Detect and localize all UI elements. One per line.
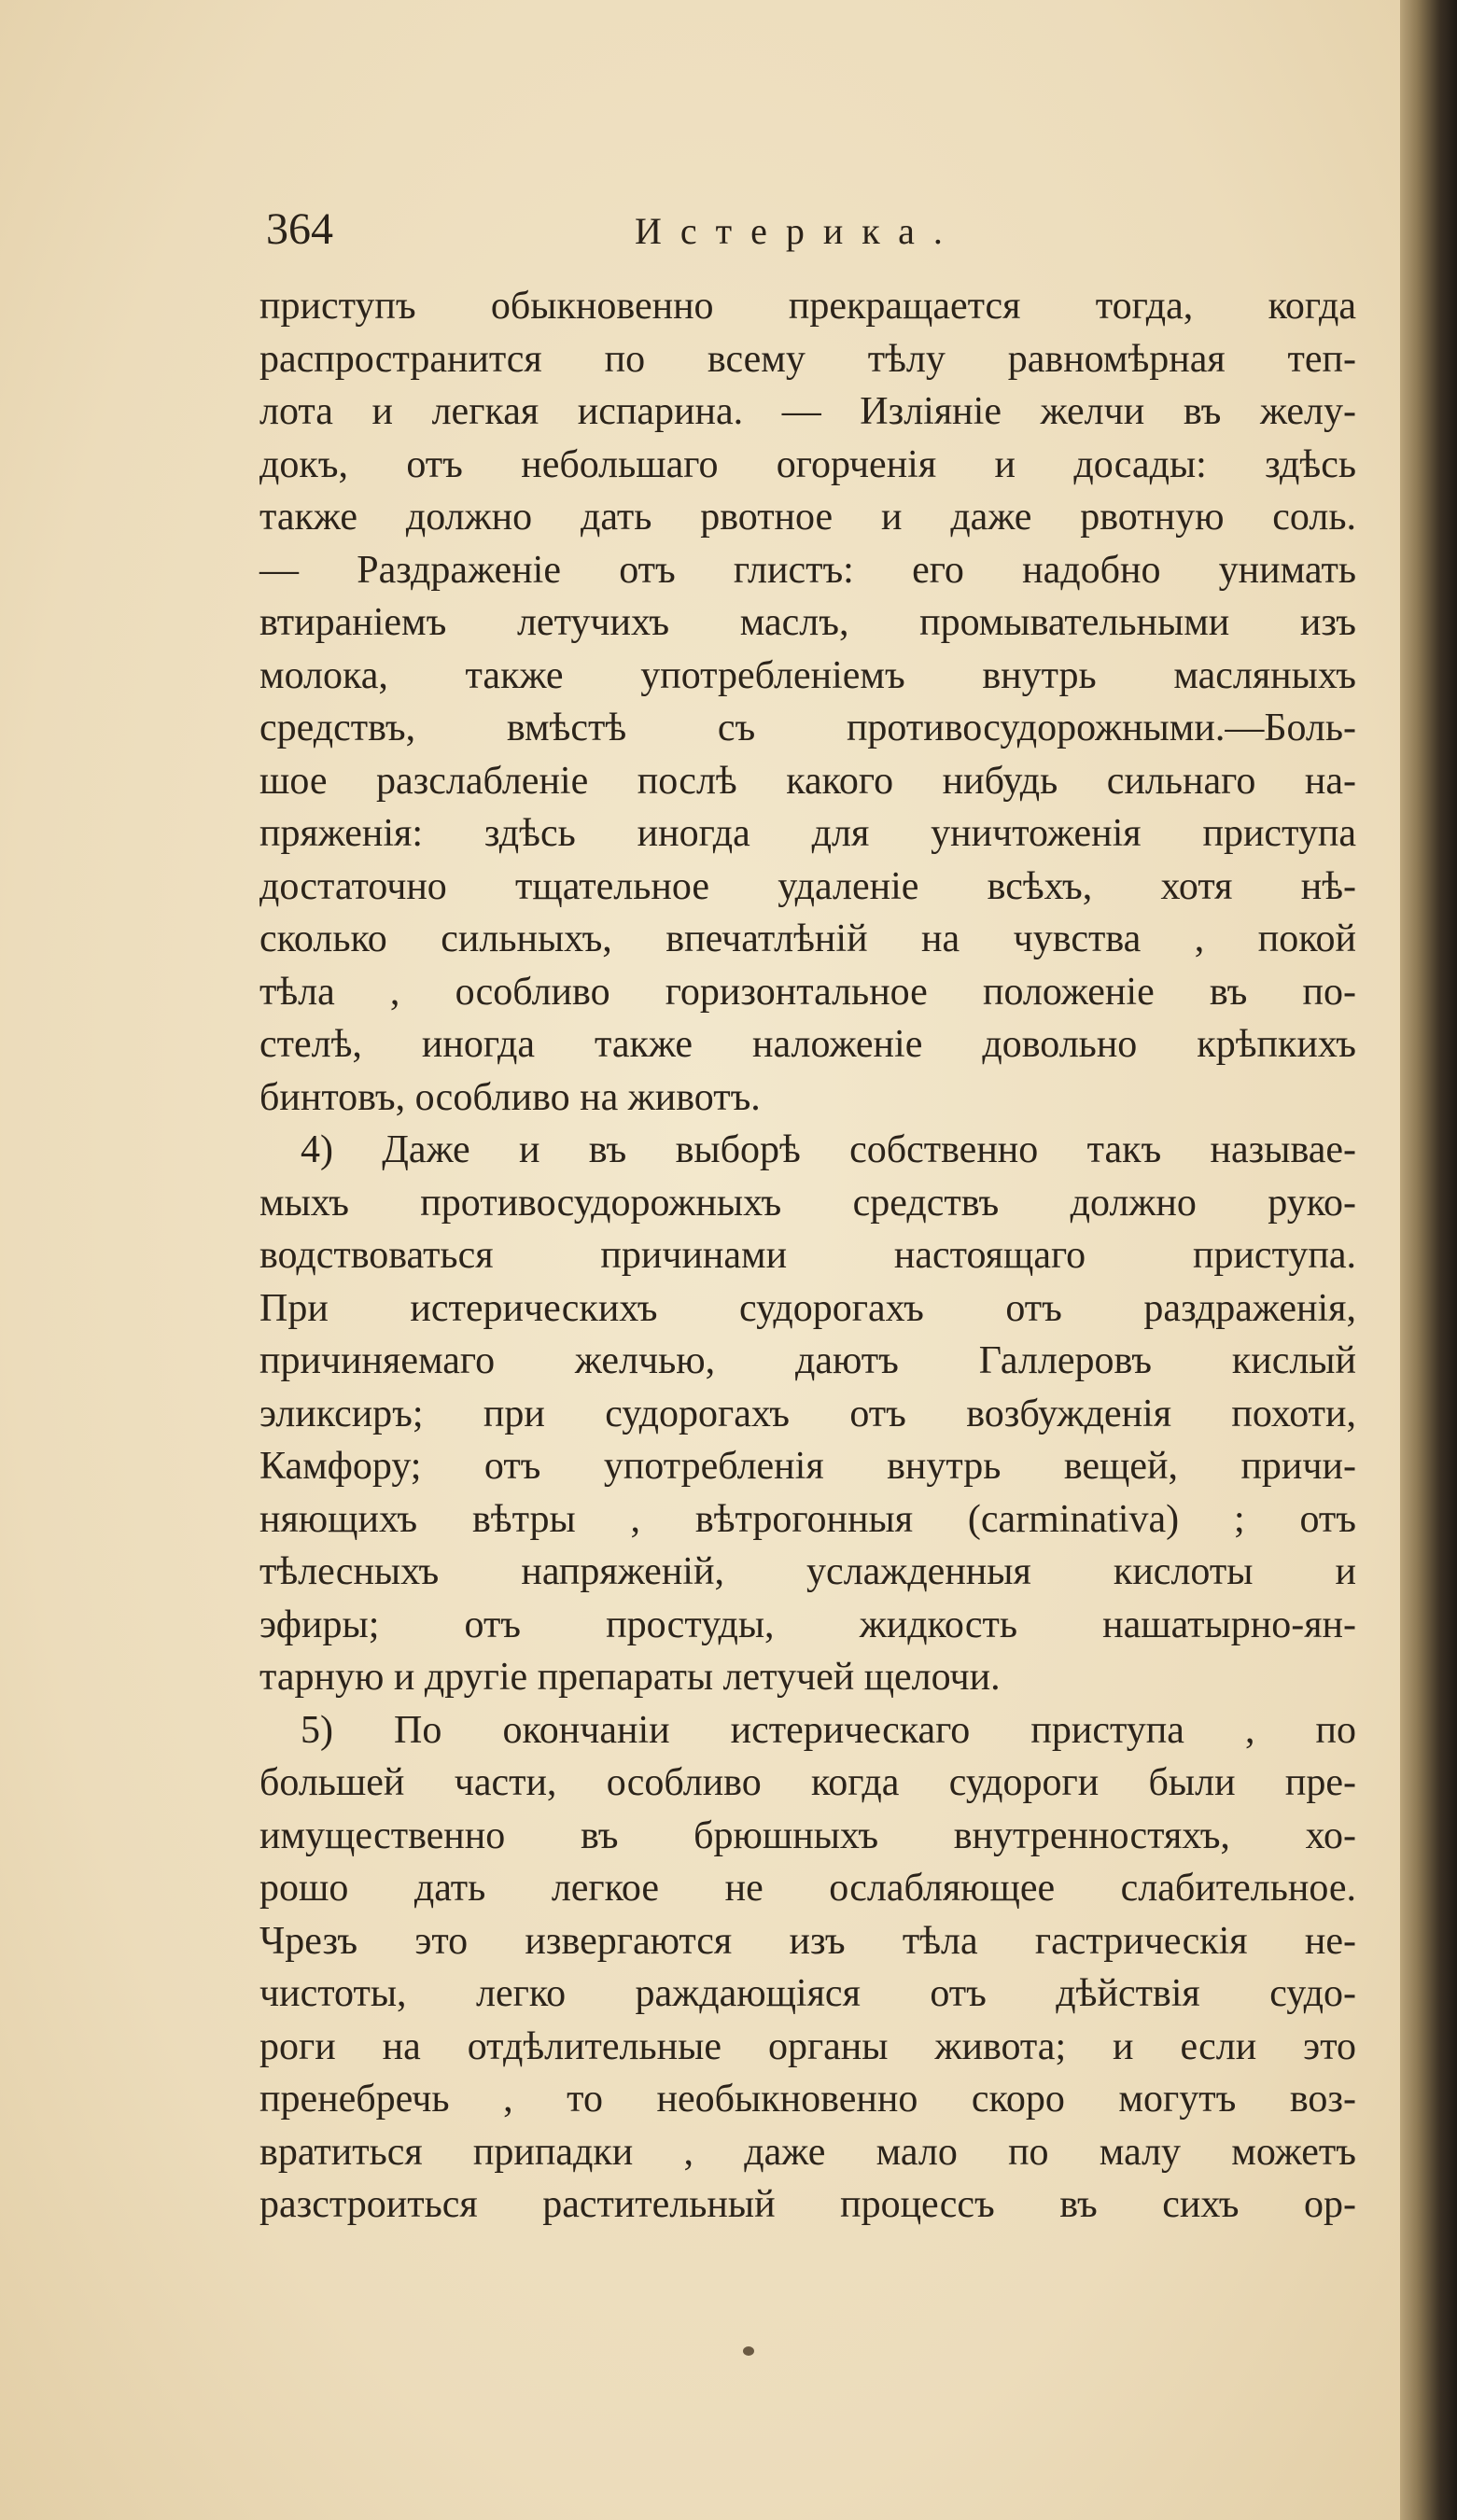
ink-speck [743,2346,754,2356]
text-line: пряженія: здѣсь иногда для уничтоженія приступа [259,812,1356,855]
text-line: достаточно тщательное удаленіе всѣхъ, хотя нѣ- [259,864,1356,908]
text-line: мыхъ противосудорожныхъ средствъ должно руко- [259,1181,1356,1225]
text-line: докъ, отъ небольшаго огорченія и досады: здѣсь [259,442,1356,486]
text-line: имущественно въ брюшныхъ внутренностяхъ, хо- [259,1813,1356,1857]
text-line: также должно дать рвотное и даже рвотную соль. [259,496,1356,539]
running-head [266,203,1199,269]
page-edge-shadow [1400,0,1457,2520]
text-line: роги на отдѣлительные органы живота; и если это [259,2024,1356,2068]
text-line: большей части, особливо когда судороги были пре- [259,1761,1356,1804]
paragraph-start-line: 4) Даже и въ выборѣ собственно такъ называе- [301,1128,1356,1171]
text-line: причиняемаго желчью, даютъ Галлеровъ кислый [259,1339,1356,1382]
text-line: тѣлесныхъ напряженій, услажденныя кислоты и [259,1550,1356,1593]
text-line: втираніемъ летучихъ маслъ, промывательными изъ [259,601,1356,644]
text-line: сколько сильныхъ, впечатлѣній на чувства , покой [259,917,1356,960]
text-line: тѣла , особливо горизонтальное положеніе въ по- [259,970,1356,1014]
text-line: стелѣ, иногда также наложеніе довольно крѣпкихъ [259,1023,1356,1066]
running-title: Истерика. [635,210,961,252]
text-line: тарную и другіе препараты летучей щелочи. [259,1656,1001,1699]
text-line: бинтовъ, особливо на животъ. [259,1075,761,1119]
text-line: Чрезъ это извергаются изъ тѣла гастрическія не- [259,1919,1356,1963]
text-line: рошо дать легкое не ослабляющее слабительное. [259,1867,1356,1910]
text-line: вратиться припадки , даже мало по малу можетъ [259,2130,1356,2174]
text-line: средствъ, вмѣстѣ съ противосудорожными.—Боль- [259,707,1356,749]
text-line: чистоты, легко раждающіяся отъ дѣйствія судо- [259,1972,1356,2015]
text-line: эфиры; отъ простуды, жидкость нашатырно-ян- [259,1603,1356,1646]
text-line: распространится по всему тѣлу равномѣрная теп- [259,337,1356,381]
body-text [259,280,1356,2232]
text-line: шое разслабленіе послѣ какого нибудь сильнаго на- [259,759,1356,803]
text-line: разстроиться растительный процессъ въ сихъ ор- [259,2183,1356,2226]
text-line: молока, также употребленіемъ внутрь масляныхъ [259,653,1356,697]
text-line: няющихъ вѣтры , вѣтрогонныя (carminativa) ; отъ [259,1497,1356,1541]
text-line: — Раздраженіе отъ глистъ: его надобно унимать [259,548,1356,592]
text-line: эликсиръ; при судорогахъ отъ возбужденія похоти, [259,1392,1356,1435]
page-number: 364 [266,204,333,254]
text-line: Камфору; отъ употребленія внутрь вещей, причи- [259,1445,1356,1488]
text-line: лота и легкая испарина. — Изліяніе желчи въ желу- [259,390,1356,433]
text-line: приступъ обыкновенно прекращается тогда, когда [259,285,1356,328]
text-line: водствоваться причинами настоящаго приступа. [259,1234,1356,1277]
paragraph-start-line: 5) По окончаніи истерическаго приступа , по [301,1708,1356,1752]
text-line: При истерическихъ судорогахъ отъ раздраженія, [259,1286,1356,1330]
text-line: пренебречь , то необыкновенно скоро могутъ воз- [259,2078,1356,2121]
